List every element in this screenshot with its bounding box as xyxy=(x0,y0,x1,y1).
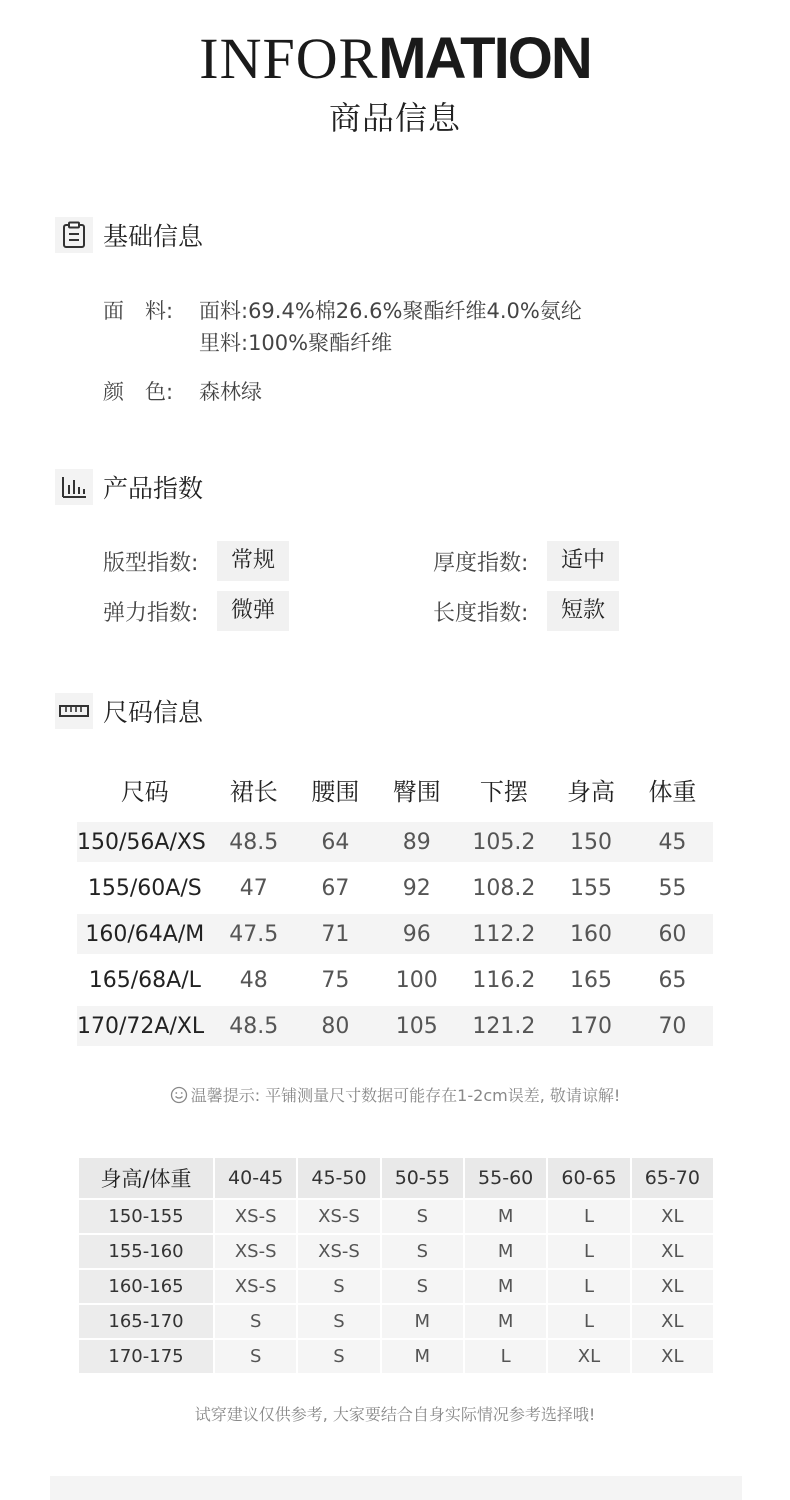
material-row xyxy=(103,295,582,359)
clipboard-icon xyxy=(55,217,93,253)
size-cell: 45 xyxy=(632,819,713,865)
fit-cell: S xyxy=(298,1270,379,1303)
fit-table-row xyxy=(79,1200,713,1233)
size-cell: 100 xyxy=(376,957,458,1003)
material-line2: 里料:100%聚酯纤维 xyxy=(199,331,393,355)
fit-header-cell: 65-70 xyxy=(632,1158,713,1198)
bottom-divider-band xyxy=(50,1476,742,1500)
fit-cell: L xyxy=(548,1270,629,1303)
fit-cell: L xyxy=(548,1235,629,1268)
size-table-row xyxy=(77,911,713,957)
size-cell: 75 xyxy=(295,957,376,1003)
fit-header-cell: 身高/体重 xyxy=(79,1158,213,1198)
fit-table-row xyxy=(79,1270,713,1303)
fit-cell: XL xyxy=(632,1305,713,1338)
fit-cell: S xyxy=(382,1235,463,1268)
section-size-info-title: 尺码信息 xyxy=(103,698,204,727)
fit-cell: M xyxy=(465,1200,546,1233)
size-table xyxy=(77,762,713,1052)
index-value-chip: 常规 xyxy=(217,541,289,581)
size-cell: 60 xyxy=(632,911,713,957)
size-table-row xyxy=(77,865,713,911)
fit-table-header-row xyxy=(79,1158,713,1198)
fit-cell: XL xyxy=(632,1340,713,1373)
bar-chart-icon xyxy=(55,469,93,505)
section-size-info-header xyxy=(55,693,203,729)
size-cell: 47.5 xyxy=(213,911,295,957)
size-table-row xyxy=(77,819,713,865)
size-cell: 170 xyxy=(550,1003,632,1049)
section-basic-info-header xyxy=(55,217,203,253)
fit-cell: L xyxy=(465,1340,546,1373)
size-cell: 155 xyxy=(550,865,632,911)
fit-cell: S xyxy=(382,1270,463,1303)
fit-note: 试穿建议仅供参考, 大家要结合自身实际情况参考选择哦! xyxy=(194,1405,596,1424)
size-cell: 47 xyxy=(213,865,295,911)
material-line1: 面料:69.4%棉26.6%聚酯纤维4.0%氨纶 xyxy=(199,299,582,323)
section-product-index-header xyxy=(55,469,203,505)
size-table-row xyxy=(77,957,713,1003)
fit-table xyxy=(77,1156,715,1375)
size-cell: 116.2 xyxy=(458,957,550,1003)
fit-header-cell: 45-50 xyxy=(298,1158,379,1198)
color-label: 颜 色: xyxy=(103,380,174,404)
size-table-row xyxy=(77,1003,713,1049)
size-cell: 48.5 xyxy=(213,819,295,865)
fit-header-cell: 40-45 xyxy=(215,1158,296,1198)
ruler-icon xyxy=(55,693,93,729)
fit-cell: 165-170 xyxy=(79,1305,213,1338)
fit-header-cell: 50-55 xyxy=(382,1158,463,1198)
size-cell: 80 xyxy=(295,1003,376,1049)
size-cell: 96 xyxy=(376,911,458,957)
size-header-cell: 尺码 xyxy=(120,777,169,806)
size-cell: 112.2 xyxy=(458,911,550,957)
size-cell: 105.2 xyxy=(458,819,550,865)
page-title xyxy=(0,28,790,89)
fit-cell: XL xyxy=(632,1235,713,1268)
size-cell: 150/56A/XS xyxy=(77,819,213,865)
fit-cell: XS-S xyxy=(215,1235,296,1268)
size-cell: 89 xyxy=(376,819,458,865)
fit-cell: M xyxy=(465,1305,546,1338)
fit-cell: S xyxy=(298,1305,379,1338)
measurement-tip-text: 温馨提示: 平铺测量尺寸数据可能存在1-2cm误差, 敬请谅解! xyxy=(190,1086,621,1105)
page-header xyxy=(0,28,790,139)
size-cell: 155/60A/S xyxy=(77,865,213,911)
fit-cell: 155-160 xyxy=(79,1235,213,1268)
title-serif-part: INFOR xyxy=(199,26,379,91)
size-cell: 55 xyxy=(632,865,713,911)
smile-icon xyxy=(170,1086,188,1104)
size-cell: 150 xyxy=(550,819,632,865)
size-cell: 121.2 xyxy=(458,1003,550,1049)
size-table-header-row xyxy=(77,762,713,819)
size-cell: 65 xyxy=(632,957,713,1003)
fit-cell: XS-S xyxy=(215,1270,296,1303)
section-basic-info-title: 基础信息 xyxy=(103,222,204,251)
fit-header-cell: 55-60 xyxy=(465,1158,546,1198)
index-item-fit xyxy=(103,541,289,581)
size-cell: 67 xyxy=(295,865,376,911)
fit-cell: S xyxy=(215,1340,296,1373)
size-header-cell: 臀围 xyxy=(392,777,441,806)
size-cell: 48 xyxy=(213,957,295,1003)
size-cell: 70 xyxy=(632,1003,713,1049)
size-cell: 64 xyxy=(295,819,376,865)
size-cell: 71 xyxy=(295,911,376,957)
size-header-cell: 裙长 xyxy=(229,777,278,806)
fit-cell: M xyxy=(382,1340,463,1373)
size-cell: 170/72A/XL xyxy=(77,1003,213,1049)
fit-cell: S xyxy=(382,1200,463,1233)
size-cell: 165 xyxy=(550,957,632,1003)
index-label: 厚度指数: xyxy=(433,550,529,576)
size-cell: 160/64A/M xyxy=(77,911,213,957)
title-sans-part: MATION xyxy=(378,26,591,91)
size-header-cell: 体重 xyxy=(648,777,697,806)
fit-cell: XS-S xyxy=(298,1200,379,1233)
material-label: 面 料: xyxy=(103,299,174,323)
fit-cell: 170-175 xyxy=(79,1340,213,1373)
index-value-chip: 微弹 xyxy=(217,591,289,631)
fit-cell: M xyxy=(465,1270,546,1303)
size-cell: 92 xyxy=(376,865,458,911)
fit-cell: XS-S xyxy=(298,1235,379,1268)
fit-table-row xyxy=(79,1340,713,1373)
fit-table-row xyxy=(79,1305,713,1338)
section-product-index-title: 产品指数 xyxy=(103,474,204,503)
index-value-chip: 适中 xyxy=(547,541,619,581)
index-item-elasticity xyxy=(103,591,289,631)
fit-cell: M xyxy=(382,1305,463,1338)
size-header-cell: 下摆 xyxy=(479,777,528,806)
fit-cell: XS-S xyxy=(215,1200,296,1233)
size-cell: 165/68A/L xyxy=(77,957,213,1003)
fit-header-cell: 60-65 xyxy=(548,1158,629,1198)
size-cell: 160 xyxy=(550,911,632,957)
index-item-thickness xyxy=(433,541,619,581)
page-subtitle: 商品信息 xyxy=(328,99,461,137)
fit-cell: S xyxy=(298,1340,379,1373)
fit-cell: S xyxy=(215,1305,296,1338)
index-label: 长度指数: xyxy=(433,600,529,626)
index-item-length xyxy=(433,591,619,631)
index-value-chip: 短款 xyxy=(547,591,619,631)
size-cell: 108.2 xyxy=(458,865,550,911)
size-cell: 105 xyxy=(376,1003,458,1049)
color-row xyxy=(103,376,262,408)
fit-cell: 150-155 xyxy=(79,1200,213,1233)
color-value: 森林绿 xyxy=(199,380,262,404)
fit-cell: L xyxy=(548,1200,629,1233)
index-label: 弹力指数: xyxy=(103,600,199,626)
fit-table-row xyxy=(79,1235,713,1268)
fit-cell: XL xyxy=(548,1340,629,1373)
fit-cell: 160-165 xyxy=(79,1270,213,1303)
fit-cell: XL xyxy=(632,1200,713,1233)
measurement-tip xyxy=(0,1083,790,1106)
size-header-cell: 腰围 xyxy=(311,777,360,806)
size-header-cell: 身高 xyxy=(566,777,615,806)
fit-cell: L xyxy=(548,1305,629,1338)
fit-cell: XL xyxy=(632,1270,713,1303)
size-cell: 48.5 xyxy=(213,1003,295,1049)
fit-cell: M xyxy=(465,1235,546,1268)
index-label: 版型指数: xyxy=(103,550,199,576)
